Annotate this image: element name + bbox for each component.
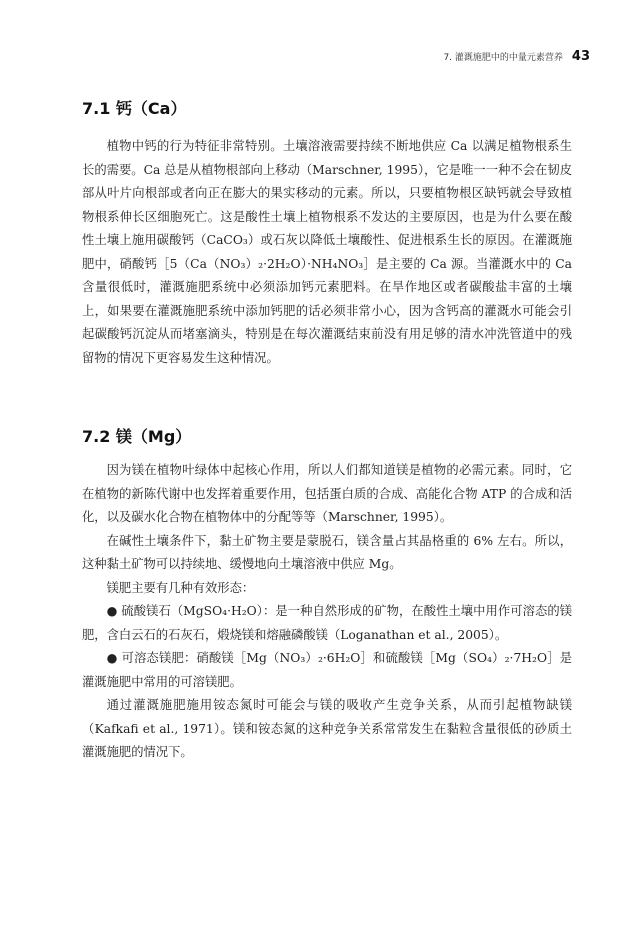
bullet-paragraph: ● 可溶态镁肥：硝酸镁［Mg（NO₃）₂·6H₂O］和硫酸镁［Mg（SO₄）₂·7H₂O］是灌溉施肥中常用的可溶镁肥。 [82, 651, 572, 689]
paragraph: 在碱性土壤条件下，黏土矿物主要是蒙脱石，镁含量占其晶格重的 6% 左右。所以，这种黏土矿物可以持续地、缓慢地向土壤溶液中供应 Mg。 [82, 533, 572, 571]
running-header [443, 49, 590, 64]
bullet-paragraph: ● 硫酸镁石（MgSO₄·H₂O）：是一种自然形成的矿物，在酸性土壤中用作可溶态的镁肥，含白云石的石灰石，煅烧镁和熔融磷酸镁（Loganathan et al., 2005）。 [82, 604, 572, 642]
paragraph: 通过灌溉施肥施用铵态氮时可能会与镁的吸收产生竞争关系，从而引起植物缺镁（Kafkafi et al., 1971）。镁和铵态氮的这种竞争关系常常发生在黏粒含量很低的砂质土灌溉施肥的情况下。 [82, 698, 572, 759]
section-body-calcium [82, 135, 572, 370]
paragraph: 植物中钙的行为特征非常特别。土壤溶液需要持续不断地供应 Ca 以满足植物根系生长的需要。Ca 总是从植物根部向上移动（Marschner, 1995），它是唯一一种不会在韧皮部从叶片向根部或者向正在膨大的果实移动的元素。所以，只要植物根区缺钙就会导致植物根系伸长区细胞死亡。这是酸性土壤上植物根系不发达的主要原因，也是为什么要在酸性土壤上施用碳酸钙（CaCO₃）或石灰以降低土壤酸性、促进根系生长的原因。在灌溉施肥中，硝酸钙［5（Ca（NO₃）₂·2H₂O）·NH₄NO₃］是主要的 Ca 源。当灌溉水中的 Ca 含量很低时，灌溉施肥系统中必须添加钙元素肥料。在旱作地区或者碳酸盐丰富的土壤上，如果要在灌溉施肥系统中添加钙肥的话必须非常小心，因为含钙高的灌溉水可能会引起碳酸钙沉淀从而堵塞滴头，特别是在每次灌溉结束前没有用足够的清水冲洗管道中的残留物的情况下更容易发生这种情况。 [82, 139, 572, 365]
paragraph: 因为镁在植物叶绿体中起核心作用，所以人们都知道镁是植物的必需元素。同时，它在植物的新陈代谢中也发挥着重要作用，包括蛋白质的合成、高能化合物 ATP 的合成和活化，以及碳水化合物在植物体中的分配等等（Marschner, 1995）。 [82, 463, 572, 524]
section-heading-magnesium: 7.2 镁（Mg） [82, 427, 192, 446]
running-title: 7. 灌溉施肥中的中量元素营养 [443, 53, 563, 63]
section-heading-calcium: 7.1 钙（Ca） [82, 99, 187, 118]
paragraph: 镁肥主要有几种有效形态： [106, 580, 255, 595]
page-number: 43 [571, 49, 590, 64]
section-body-magnesium [82, 459, 572, 765]
